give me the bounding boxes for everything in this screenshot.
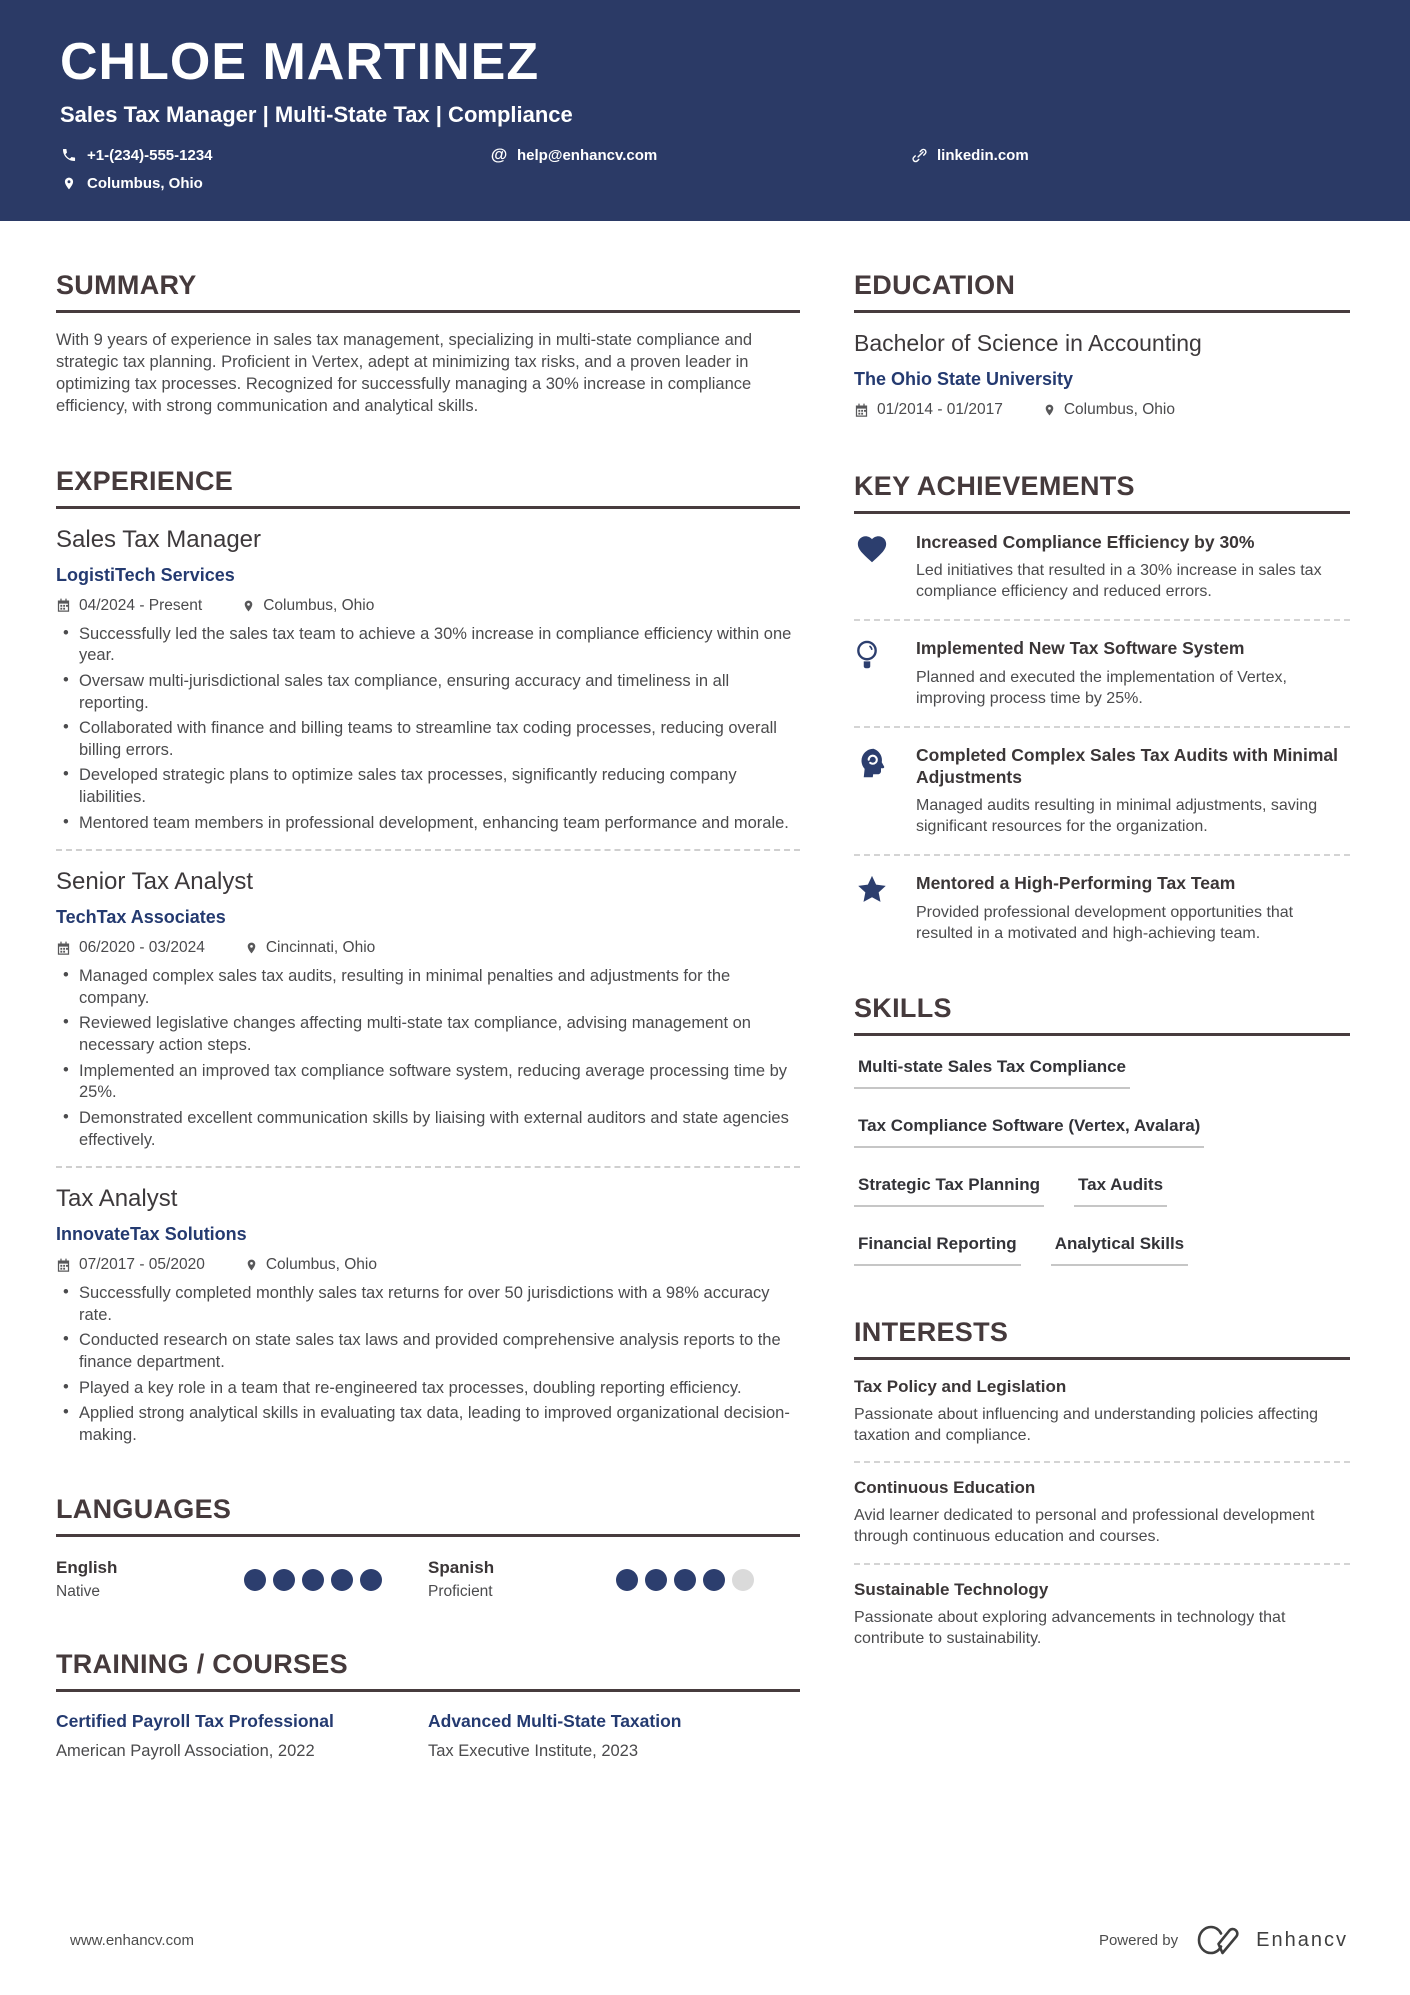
job-location-group: [245, 1256, 377, 1274]
education-dates: 01/2014 - 01/2017: [877, 401, 1003, 418]
star-icon: [854, 872, 916, 944]
course-item: [428, 1711, 754, 1761]
footer-site-link[interactable]: www.enhancv.com: [70, 1931, 194, 1949]
job-entry: [56, 526, 800, 834]
summary-heading: SUMMARY: [56, 270, 800, 313]
education-section: [854, 270, 1350, 419]
achievement-body: [916, 531, 1350, 603]
job-title: Senior Tax Analyst: [56, 868, 254, 896]
job-title: Sales Tax Manager: [56, 525, 262, 553]
main-content: [0, 221, 1410, 1809]
footer: [70, 1923, 1348, 1957]
achievement-divider: [854, 854, 1350, 856]
rating-dot: [645, 1569, 667, 1591]
achievement-item: [854, 531, 1350, 603]
location-icon: [60, 175, 78, 192]
achievement-divider: [854, 726, 1350, 728]
job-bullet: • Mentored team members in professional development, enhancing team performance and morale.: [56, 813, 800, 835]
head-icon: [854, 744, 916, 839]
right-column: [854, 270, 1350, 1809]
job-bullet: • Successfully led the sales tax team to achieve a 30% increase in compliance efficiency within one year.: [56, 624, 800, 667]
job-bullets: [56, 624, 800, 834]
location-contact: [60, 175, 1350, 192]
calendar-icon: [56, 941, 71, 956]
job-bullet: • Developed strategic plans to optimize sales tax processes, significantly reducing company liabilities.: [56, 765, 800, 808]
link-icon: [910, 147, 928, 164]
language-rating-dots: [244, 1569, 382, 1591]
job-dates: 06/2020 - 03/2024: [79, 939, 205, 957]
job-meta: [56, 1256, 800, 1274]
lightbulb-icon: [854, 637, 916, 709]
job-location-group: [242, 597, 374, 615]
powered-by-label: Powered by: [1098, 1931, 1179, 1949]
summary-section: [56, 270, 800, 418]
job-meta: [56, 597, 800, 615]
location-icon: [245, 1257, 258, 1273]
course-title: Advanced Multi-State Taxation: [428, 1711, 682, 1732]
achievement-text: Provided professional development opportunities that resulted in a motivated and high-achieving team.: [916, 903, 1294, 942]
enhancv-logo-icon: [1191, 1923, 1243, 1957]
job-dates: 07/2017 - 05/2020: [79, 1256, 205, 1274]
training-heading: TRAINING / COURSES: [56, 1649, 800, 1692]
job-company: InnovateTax Solutions: [56, 1224, 247, 1245]
rating-dot: [302, 1569, 324, 1591]
job-bullet: • Collaborated with finance and billing teams to streamline tax coding processes, reducing overall billing errors.: [56, 718, 800, 761]
location-text: Columbus, Ohio: [87, 175, 203, 192]
summary-text: With 9 years of experience in sales tax management, specializing in multi-state compliance and strategic tax planning. Proficient in Vertex, adept at minimizing tax risks, and a proven leader in optimizing tax processes. Recognized for successfully managing a 30% increase in compliance efficiency, with strong communication and analytical skills.: [56, 331, 753, 415]
job-bullet: • Oversaw multi-jurisdictional sales tax compliance, ensuring accuracy and timeliness in all reporting.: [56, 671, 800, 714]
heart-icon: [854, 531, 916, 603]
languages-row: [56, 1554, 800, 1601]
interest-text: Passionate about influencing and understanding policies affecting taxation and compliance.: [854, 1405, 1319, 1444]
job-company: TechTax Associates: [56, 907, 226, 928]
job-dates-group: [56, 597, 202, 615]
contact-block: [60, 145, 1350, 192]
skill-item: Tax Audits: [1074, 1175, 1167, 1207]
interest-divider: [854, 1461, 1350, 1463]
course-title: Certified Payroll Tax Professional: [56, 1711, 334, 1732]
job-divider: [56, 849, 800, 851]
job-bullet: • Conducted research on state sales tax laws and provided comprehensive analysis reports to the finance department.: [56, 1330, 800, 1373]
interest-item: [854, 1478, 1350, 1548]
skill-item: Financial Reporting: [854, 1234, 1021, 1266]
training-section: [56, 1649, 800, 1761]
experience-section: [56, 466, 800, 1447]
interest-title: Tax Policy and Legislation: [854, 1376, 1067, 1396]
language-item: [56, 1558, 382, 1601]
job-entry: [56, 1185, 800, 1446]
job-bullet: • Applied strong analytical skills in evaluating tax data, leading to improved organizational decision-making.: [56, 1403, 800, 1446]
course-org: Tax Executive Institute, 2023: [428, 1742, 639, 1761]
job-bullet: • Demonstrated excellent communication skills by liaising with external auditors and state agencies effectively.: [56, 1108, 800, 1151]
achievement-body: [916, 637, 1350, 709]
phone-text: +1-(234)-555-1234: [87, 146, 213, 164]
job-bullet: • Implemented an improved tax compliance software system, reducing average processing time by 25%.: [56, 1061, 800, 1104]
link-text: linkedin.com: [937, 146, 1029, 164]
languages-heading: LANGUAGES: [56, 1494, 800, 1537]
interest-item: [854, 1580, 1350, 1650]
job-dates: 04/2024 - Present: [79, 596, 203, 614]
job-location: Cincinnati, Ohio: [265, 939, 376, 957]
achievement-body: [916, 872, 1350, 944]
job-dates-group: [56, 939, 205, 957]
interest-divider: [854, 1563, 1350, 1565]
job-bullet: • Played a key role in a team that re-engineered tax processes, doubling reporting efficiency.: [56, 1378, 800, 1400]
language-rating-dots: [616, 1569, 754, 1591]
person-headline: Sales Tax Manager | Multi-State Tax | Compliance: [60, 102, 573, 127]
achievement-title: Completed Complex Sales Tax Audits with Minimal Adjustments: [916, 744, 1339, 787]
language-level: Native: [56, 1583, 100, 1601]
achievement-item: [854, 637, 1350, 709]
location-icon: [1043, 402, 1056, 418]
enhancv-brand-text: Enhancv: [1256, 1928, 1348, 1951]
interests-heading: INTERESTS: [854, 1317, 1350, 1360]
rating-dot: [331, 1569, 353, 1591]
language-item: [428, 1558, 754, 1601]
job-location: Columbus, Ohio: [263, 596, 375, 614]
skills-section: [854, 993, 1350, 1293]
job-bullet: • Successfully completed monthly sales tax returns for over 50 jurisdictions with a 98% accuracy rate.: [56, 1283, 800, 1326]
achievements-heading: KEY ACHIEVEMENTS: [854, 471, 1350, 514]
language-name: English: [56, 1558, 118, 1578]
job-location-group: [245, 939, 375, 957]
job-bullets: [56, 1283, 800, 1446]
language-name: Spanish: [428, 1558, 495, 1578]
course-item: [56, 1711, 382, 1761]
interests-section: [854, 1317, 1350, 1651]
skill-item: Multi-state Sales Tax Compliance: [854, 1057, 1130, 1089]
achievements-section: [854, 471, 1350, 945]
left-column: [56, 270, 800, 1809]
job-location: Columbus, Ohio: [265, 1256, 377, 1274]
achievement-title: Mentored a High-Performing Tax Team: [916, 873, 1236, 894]
job-bullet: • Managed complex sales tax audits, resulting in minimal penalties and adjustments for the company.: [56, 966, 800, 1009]
skills-heading: SKILLS: [854, 993, 1350, 1036]
job-company: LogistiTech Services: [56, 564, 235, 585]
school-name: The Ohio State University: [854, 369, 1074, 389]
job-entry: [56, 868, 800, 1151]
achievement-text: Planned and executed the implementation of Vertex, improving process time by 25%.: [916, 668, 1287, 707]
training-row: [56, 1709, 800, 1761]
education-dates-group: [854, 401, 1003, 419]
achievement-title: Increased Compliance Efficiency by 30%: [916, 532, 1255, 552]
education-location-group: [1043, 401, 1175, 419]
calendar-icon: [854, 403, 869, 418]
interest-item: [854, 1377, 1350, 1447]
email-text: help@enhancv.com: [517, 146, 658, 164]
interest-title: Sustainable Technology: [854, 1580, 1049, 1600]
rating-dot: [360, 1569, 382, 1591]
education-location: Columbus, Ohio: [1063, 401, 1175, 418]
location-icon: [245, 940, 258, 956]
achievement-text: Led initiatives that resulted in a 30% increase in sales tax compliance efficiency and reduced errors.: [916, 562, 1322, 601]
job-meta: [56, 939, 800, 957]
achievement-text: Managed audits resulting in minimal adjustments, saving significant resources for the organization.: [916, 797, 1318, 836]
achievement-divider: [854, 619, 1350, 621]
experience-heading: EXPERIENCE: [56, 466, 800, 509]
languages-section: [56, 1494, 800, 1601]
email-contact[interactable]: [490, 145, 910, 165]
interest-text: Passionate about exploring advancements in technology that contribute to sustainability.: [854, 1609, 1286, 1648]
rating-dot: [674, 1569, 696, 1591]
job-divider: [56, 1166, 800, 1168]
job-dates-group: [56, 1256, 205, 1274]
location-icon: [242, 598, 255, 614]
interest-text: Avid learner dedicated to personal and professional development through continuous education and courses.: [854, 1507, 1315, 1546]
achievement-item: [854, 744, 1350, 839]
achievement-title: Implemented New Tax Software System: [916, 638, 1245, 659]
person-name: CHLOE MARTINEZ: [60, 33, 540, 91]
powered-by-block[interactable]: [1099, 1923, 1348, 1957]
job-bullet: • Reviewed legislative changes affecting multi-state tax compliance, advising management on necessary action steps.: [56, 1013, 800, 1056]
achievement-body: [916, 744, 1350, 839]
phone-icon: [60, 147, 78, 163]
education-meta: [854, 401, 1350, 419]
interest-title: Continuous Education: [854, 1478, 1036, 1498]
degree-title: Bachelor of Science in Accounting: [854, 330, 1202, 356]
rating-dot: [732, 1569, 754, 1591]
skill-item: Tax Compliance Software (Vertex, Avalara): [854, 1116, 1204, 1148]
rating-dot: [273, 1569, 295, 1591]
skills-list: [854, 1053, 1350, 1293]
language-level: Proficient: [428, 1583, 493, 1601]
job-bullets: [56, 966, 800, 1151]
rating-dot: [244, 1569, 266, 1591]
rating-dot: [616, 1569, 638, 1591]
achievement-item: [854, 872, 1350, 944]
calendar-icon: [56, 1258, 71, 1273]
job-title: Tax Analyst: [56, 1185, 178, 1213]
skill-item: Analytical Skills: [1051, 1234, 1188, 1266]
course-org: American Payroll Association, 2022: [56, 1742, 315, 1761]
at-icon: @: [490, 145, 508, 164]
education-heading: EDUCATION: [854, 270, 1350, 313]
header: [0, 0, 1410, 221]
calendar-icon: [56, 598, 71, 613]
skill-item: Strategic Tax Planning: [854, 1175, 1044, 1207]
phone-contact[interactable]: [60, 147, 490, 164]
rating-dot: [703, 1569, 725, 1591]
link-contact[interactable]: [910, 147, 1350, 164]
